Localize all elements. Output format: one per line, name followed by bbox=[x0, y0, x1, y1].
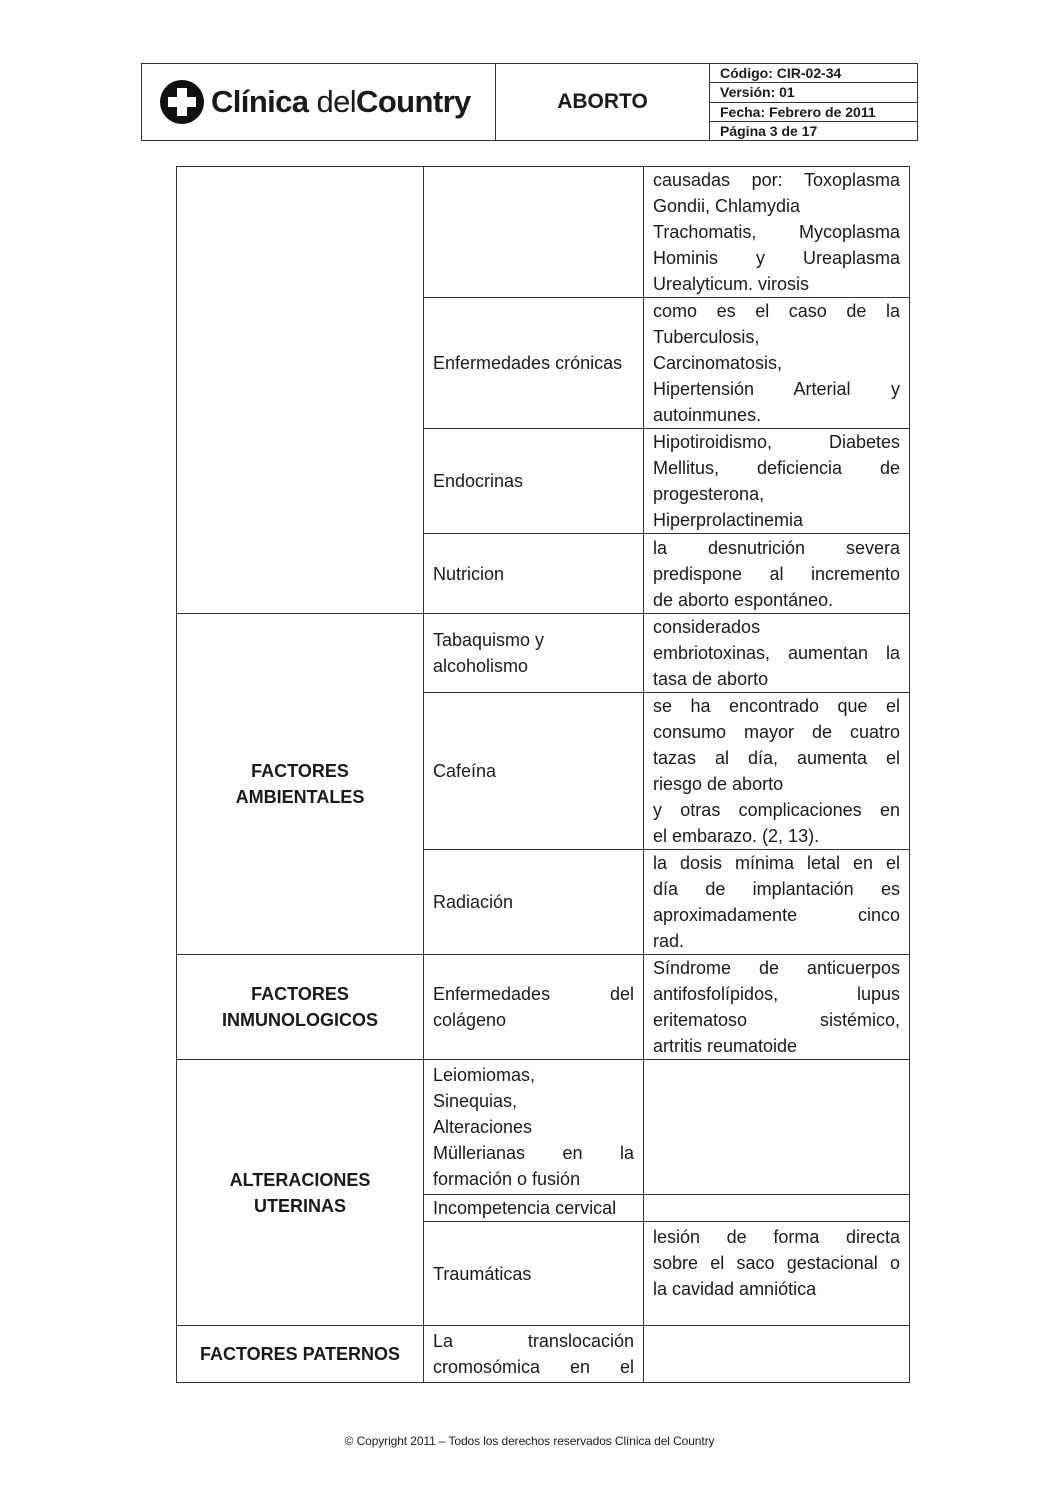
subcategory-cell: Tabaquismo y alcoholismo bbox=[424, 614, 644, 693]
copyright-footer: © Copyright 2011 – Todos los derechos reservados Clínica del Country bbox=[344, 1434, 715, 1448]
description-cell: la desnutrición severa predispone al incremento de aborto espontáneo. bbox=[644, 534, 910, 614]
subcategory-cell: Cafeína bbox=[424, 693, 644, 850]
description-cell-empty bbox=[644, 1326, 910, 1383]
meta-fecha: Fecha: Febrero de 2011 bbox=[710, 103, 917, 122]
cross-logo-icon bbox=[159, 79, 205, 125]
description-cell-empty bbox=[644, 1195, 910, 1222]
description-cell: Síndrome de anticuerpos antifosfolípidos, lupus eritematoso sistémico, artritis reumatoide bbox=[644, 955, 910, 1060]
description-cell-empty bbox=[644, 1060, 910, 1195]
description-cell: lesión de forma directa sobre el saco gestacional o la cavidad amniótica bbox=[644, 1222, 910, 1326]
subcategory-cell: Enfermedades del colágeno bbox=[424, 955, 644, 1060]
document-metadata bbox=[710, 64, 917, 140]
logo-word-clinica: Clínica bbox=[211, 84, 309, 119]
subcategory-cell: La translocación cromosómica en el bbox=[424, 1326, 644, 1383]
subcategory-cell: Leiomiomas, Sinequias, Alteraciones Müllerianas en la formación o fusión bbox=[424, 1060, 644, 1195]
table-row bbox=[177, 1060, 910, 1195]
logo-word-country: Country bbox=[356, 84, 471, 119]
category-inmunologicos: FACTORES INMUNOLOGICOS bbox=[177, 955, 424, 1060]
table-row bbox=[177, 614, 910, 693]
subcategory-cell: Incompetencia cervical bbox=[424, 1195, 644, 1222]
meta-pagina: Página 3 de 17 bbox=[720, 122, 818, 139]
description-cell: Hipotiroidismo, Diabetes Mellitus, deficiencia de progesterona, Hiperprolactinemia bbox=[644, 429, 910, 534]
table-row bbox=[177, 1326, 910, 1383]
description-cell: causadas por: Toxoplasma Gondii, Chlamydia Trachomatis, Mycoplasma Hominis y Ureaplasma Urealyticum. virosis bbox=[644, 167, 910, 298]
subcategory-cell: Traumáticas bbox=[424, 1222, 644, 1326]
logo-text bbox=[211, 84, 471, 120]
subcategory-cell: Nutricion bbox=[424, 534, 644, 614]
description-cell: la dosis mínima letal en el día de implantación es aproximadamente cinco rad. bbox=[644, 850, 910, 955]
table-row bbox=[177, 167, 910, 298]
subcategory-cell: Radiación bbox=[424, 850, 644, 955]
description-cell: se ha encontrado que el consumo mayor de cuatro tazas al día, aumenta el riesgo de aborto y otras complicaciones en el embarazo. (2, 13). bbox=[644, 693, 910, 850]
category-ambientales: FACTORES AMBIENTALES bbox=[177, 614, 424, 955]
category-cell-empty bbox=[177, 167, 424, 614]
meta-version: Versión: 01 bbox=[710, 83, 917, 102]
meta-codigo: Código: CIR-02-34 bbox=[710, 64, 917, 83]
category-uterinas: ALTERACIONES UTERINAS bbox=[177, 1060, 424, 1326]
subcategory-cell: Endocrinas bbox=[424, 429, 644, 534]
logo-cell bbox=[142, 64, 496, 140]
subcategory-cell: Enfermedades crónicas bbox=[424, 298, 644, 429]
category-paternos: FACTORES PATERNOS bbox=[177, 1326, 424, 1383]
description-cell: como es el caso de la Tuberculosis, Carcinomatosis, Hipertensión Arterial y autoinmunes. bbox=[644, 298, 910, 429]
description-cell: considerados embriotoxinas, aumentan la tasa de aborto bbox=[644, 614, 910, 693]
table-row bbox=[177, 955, 910, 1060]
subcategory-cell-empty bbox=[424, 167, 644, 298]
document-header bbox=[141, 63, 918, 141]
document-title: ABORTO bbox=[496, 64, 710, 140]
factors-table bbox=[176, 166, 910, 1383]
logo-word-del: del bbox=[316, 84, 357, 119]
